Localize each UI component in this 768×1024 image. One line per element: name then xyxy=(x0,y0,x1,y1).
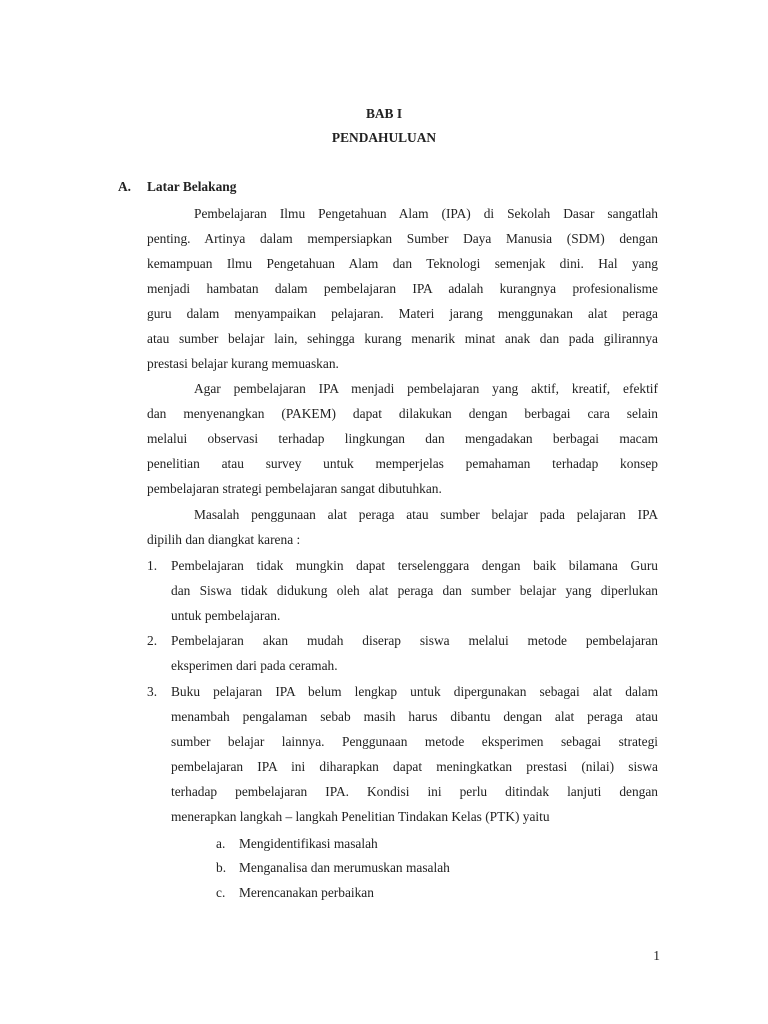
list-item-line: dan Siswa tidak didukung oleh alat peraga dan sumber belajar yang diperlukan xyxy=(171,583,658,598)
list-item-line: terhadap pembelajaran IPA. Kondisi ini perlu ditindak lanjuti dengan xyxy=(171,784,658,799)
paragraph-line: dan menyenangkan (PAKEM) dapat dilakukan dengan berbagai cara selain xyxy=(147,406,658,421)
sublist-item: Merencanakan perbaikan xyxy=(239,885,374,900)
list-number: 1. xyxy=(147,558,158,573)
paragraph-line: atau sumber belajar lain, sehingga kurang menarik minat anak dan pada gilirannya xyxy=(147,331,658,346)
chapter-title: PENDAHULUAN xyxy=(331,130,437,145)
sublist-letter: c. xyxy=(216,885,226,900)
list-item-line: pembelajaran IPA ini diharapkan dapat meningkatkan prestasi (nilai) siswa xyxy=(171,759,658,774)
list-number: 2. xyxy=(147,633,158,648)
paragraph-line: penelitian atau survey untuk memperjelas pemahaman terhadap konsep xyxy=(147,456,658,471)
paragraph-line: menjadi hambatan dalam pembelajaran IPA adalah kurangnya profesionalisme xyxy=(147,281,658,296)
paragraph-line: pembelajaran strategi pembelajaran sangat dibutuhkan. xyxy=(147,481,442,496)
list-item-line: sumber belajar lainnya. Penggunaan metode eksperimen sebagai strategi xyxy=(171,734,658,749)
list-item-line: Pembelajaran akan mudah diserap siswa melalui metode pembelajaran xyxy=(171,633,658,648)
list-item-line: menerapkan langkah – langkah Penelitian Tindakan Kelas (PTK) yaitu xyxy=(171,809,550,824)
page-number: 1 xyxy=(653,948,660,963)
paragraph-line: Pembelajaran Ilmu Pengetahuan Alam (IPA) di Sekolah Dasar sangatlah xyxy=(194,206,658,221)
list-item-line: Pembelajaran tidak mungkin dapat terselenggara dengan baik bilamana Guru xyxy=(171,558,658,573)
paragraph-line: penting. Artinya dalam mempersiapkan Sumber Daya Manusia (SDM) dengan xyxy=(147,231,658,246)
paragraph-line: melalui observasi terhadap lingkungan dan mengadakan berbagai macam xyxy=(147,431,658,446)
chapter-label: BAB I xyxy=(365,106,403,121)
list-item-line: Buku pelajaran IPA belum lengkap untuk dipergunakan sebagai alat dalam xyxy=(171,684,658,699)
sublist-letter: b. xyxy=(216,860,227,875)
sublist-item: Menganalisa dan merumuskan masalah xyxy=(239,860,450,875)
list-item-line: untuk pembelajaran. xyxy=(171,608,281,623)
paragraph-line: prestasi belajar kurang memuaskan. xyxy=(147,356,339,371)
sublist-letter: a. xyxy=(216,836,226,851)
list-item-line: menambah pengalaman sebab masih harus dibantu dengan alat peraga atau xyxy=(171,709,658,724)
list-number: 3. xyxy=(147,684,158,699)
list-item-line: eksperimen dari pada ceramah. xyxy=(171,658,338,673)
paragraph-line: kemampuan Ilmu Pengetahuan Alam dan Teknologi semenjak dini. Hal yang xyxy=(147,256,658,271)
section-title: Latar Belakang xyxy=(147,179,237,194)
sublist-item: Mengidentifikasi masalah xyxy=(239,836,378,851)
paragraph-line: guru dalam menyampaikan pelajaran. Materi jarang menggunakan alat peraga xyxy=(147,306,658,321)
paragraph-line: dipilih dan diangkat karena : xyxy=(147,532,301,547)
paragraph-line: Masalah penggunaan alat peraga atau sumber belajar pada pelajaran IPA xyxy=(194,507,658,522)
paragraph-line: Agar pembelajaran IPA menjadi pembelajaran yang aktif, kreatif, efektif xyxy=(194,381,658,396)
section-number: A. xyxy=(118,179,132,194)
